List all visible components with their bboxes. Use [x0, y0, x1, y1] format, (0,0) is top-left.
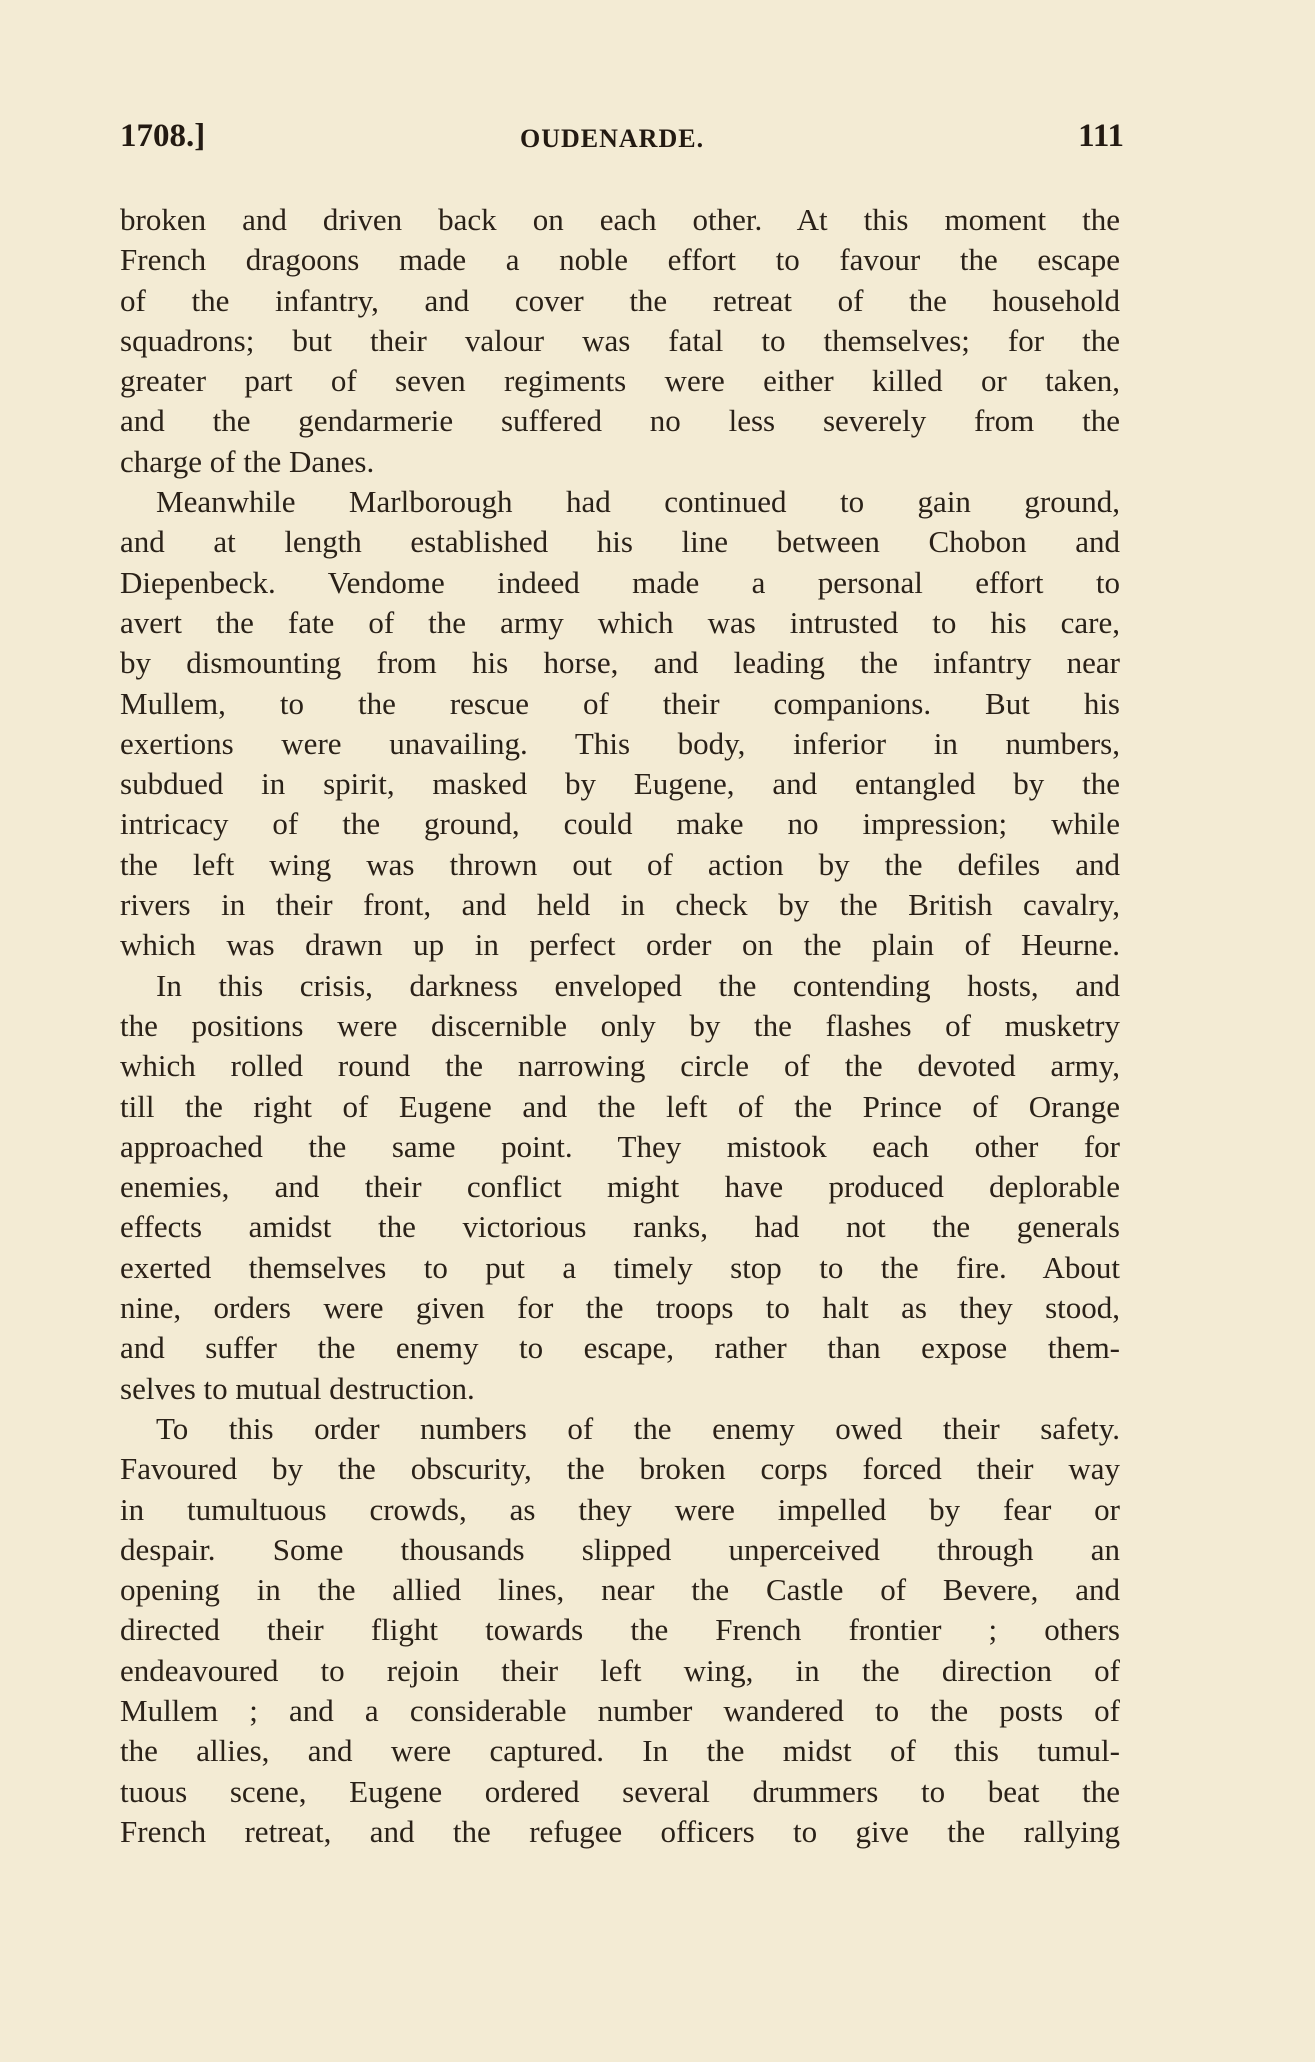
text-line: opening in the allied lines, near the Castle of Bevere, and [120, 1572, 1120, 1608]
text-line: Mullem, to the rescue of their companions. But his [120, 685, 1120, 721]
text-line: exerted themselves to put a timely stop to the fire. About [120, 1249, 1120, 1285]
text-line: avert the fate of the army which was intrusted to his care, [120, 604, 1120, 640]
text-line: directed their flight towards the French frontier ; others [120, 1612, 1120, 1648]
text-line: intricacy of the ground, could make no impression; while [120, 806, 1120, 842]
text-line: broken and driven back on each other. At this moment the [120, 202, 1120, 237]
paragraph-start: To this order numbers of the enemy owed their safety. [156, 1410, 1120, 1446]
text-line: selves to mutual destruction. [120, 1370, 475, 1406]
text-line: and at length established his line between Chobon and [120, 524, 1120, 560]
text-line: of the infantry, and cover the retreat of the household [120, 282, 1120, 318]
text-line: enemies, and their conflict might have produced deplorable [120, 1169, 1120, 1205]
text-line: which rolled round the narrowing circle of the devoted army, [120, 1048, 1120, 1084]
text-line: French retreat, and the refugee officers to give the rallying [120, 1813, 1120, 1849]
text-line: squadrons; but their valour was fatal to themselves; for the [120, 322, 1120, 358]
text-line: Mullem ; and a considerable number wandered to the posts of [120, 1692, 1120, 1728]
text-line: approached the same point. They mistook each other for [120, 1128, 1120, 1164]
text-line: which was drawn up in perfect order on the plain of Heurne. [120, 927, 1120, 963]
chapter-title: OUDENARDE. [520, 124, 705, 153]
text-line: the left wing was thrown out of action by the defiles and [120, 846, 1120, 882]
text-line: greater part of seven regiments were either killed or taken, [120, 363, 1120, 399]
text-line: subdued in spirit, masked by Eugene, and entangled by the [120, 766, 1120, 802]
text-line: and the gendarmerie suffered no less severely from the [120, 403, 1120, 439]
text-line: and suffer the enemy to escape, rather than expose them- [120, 1330, 1120, 1366]
text-line: rivers in their front, and held in check by the British cavalry, [120, 887, 1120, 923]
running-head [120, 118, 1124, 168]
text-line: effects amidst the victorious ranks, had not the generals [120, 1209, 1120, 1245]
paragraph-start: In this crisis, darkness enveloped the contending hosts, and [156, 967, 1120, 1003]
text-line: the allies, and were captured. In the midst of this tumul- [120, 1733, 1120, 1769]
page-number: 111 [1078, 118, 1124, 154]
year-marker: 1708.] [120, 118, 206, 154]
text-line: French dragoons made a noble effort to favour the escape [120, 242, 1120, 278]
paragraph-start: Meanwhile Marlborough had continued to gain ground, [156, 484, 1120, 520]
body-text [120, 200, 1120, 1852]
text-line: till the right of Eugene and the left of the Prince of Orange [120, 1088, 1120, 1124]
text-line: despair. Some thousands slipped unperceived through an [120, 1531, 1120, 1567]
text-line: Diepenbeck. Vendome indeed made a personal effort to [120, 564, 1120, 600]
text-line: nine, orders were given for the troops to halt as they stood, [120, 1290, 1120, 1326]
text-line: endeavoured to rejoin their left wing, in the direction of [120, 1652, 1120, 1688]
text-line: exertions were unavailing. This body, inferior in numbers, [120, 725, 1120, 761]
text-line: tuous scene, Eugene ordered several drummers to beat the [120, 1773, 1120, 1809]
text-line: in tumultuous crowds, as they were impelled by fear or [120, 1491, 1120, 1527]
text-line: charge of the Danes. [120, 443, 375, 479]
text-line: by dismounting from his horse, and leading the infantry near [120, 645, 1120, 681]
text-line: Favoured by the obscurity, the broken corps forced their way [120, 1451, 1120, 1487]
text-line: the positions were discernible only by the flashes of musketry [120, 1007, 1120, 1043]
